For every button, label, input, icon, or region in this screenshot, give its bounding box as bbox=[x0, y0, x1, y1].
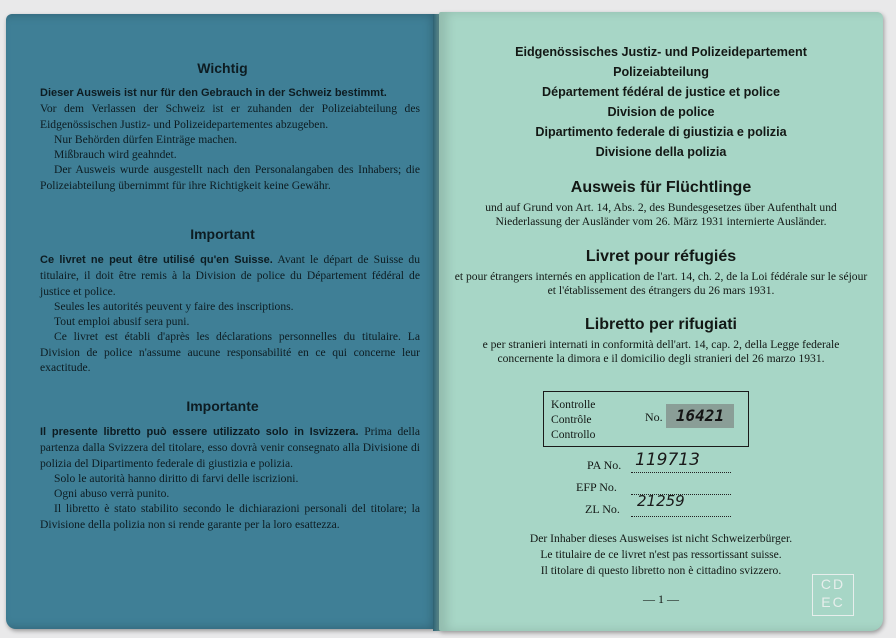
citizenship-notice bbox=[439, 531, 883, 579]
italian-notice-paragraph bbox=[40, 424, 420, 471]
zl-dotted-line bbox=[631, 516, 731, 517]
control-number-stamp: 16421 bbox=[666, 404, 734, 428]
control-labels bbox=[551, 397, 595, 442]
right-page-title-page bbox=[439, 12, 883, 631]
italian-description: e per stranieri internati in conformità dell'art. 14, cap. 2, della Legge federale concernente la dimora e il domicilio degli stranieri del 26 marzo 1931. bbox=[482, 338, 840, 365]
header-line: Division de police bbox=[607, 105, 715, 119]
wichtig-heading: Wichtig bbox=[197, 60, 248, 76]
italian-notice bbox=[40, 424, 420, 532]
watermark-logo bbox=[812, 574, 854, 616]
italian-title: Libretto per rifugiati bbox=[585, 316, 737, 333]
german-notice-line: Mißbrauch wird geahndet. bbox=[54, 148, 177, 162]
control-label: Controllo bbox=[551, 428, 596, 441]
german-notice-line: Dieser Ausweis ist nur für den Gebrauch in der Schweiz bestimmt. bbox=[40, 87, 387, 99]
french-notice-line: Ce livret ne peut être utilisé qu'en Suisse. bbox=[40, 254, 273, 266]
french-title: Livret pour réfugiés bbox=[585, 248, 737, 265]
header-line: Département fédéral de justice et police bbox=[542, 85, 780, 99]
pa-label: PA No. bbox=[587, 458, 622, 472]
header-line: Polizeiabteilung bbox=[613, 65, 709, 79]
french-notice-line: Seules les autorités peuvent y faire des inscriptions. bbox=[54, 299, 294, 313]
zl-number-handwritten: 21259 bbox=[637, 492, 685, 510]
german-notice-line: Vor dem Verlassen der Schweiz ist er zuhanden der Polizeiabteilung des Eidgenössischen Justiz- und Polizeidepartementes abzugeben. bbox=[40, 102, 420, 131]
french-notice-line: Avant le départ de Suisse du titulaire, il doit être remis à la Division de police du Département fédéral de justice et police. bbox=[40, 253, 420, 298]
header-line: Dipartimento federale di giustizia e polizia bbox=[535, 125, 787, 139]
control-label: Contrôle bbox=[551, 413, 592, 426]
notice-line: Il titolare di questo libretto non è cittadino svizzero. bbox=[540, 564, 782, 577]
notice-line: Der Inhaber dieses Ausweises ist nicht Schweizerbürger. bbox=[529, 532, 793, 545]
control-label: Kontrolle bbox=[551, 398, 596, 411]
italian-notice-line: Il libretto è stato stabilito secondo le dichiarazioni personali del titolare; la Divisione della polizia non si rende garante per la loro esattezza. bbox=[40, 502, 420, 531]
italian-notice-line: Solo le autorità hanno diritto di farvi delle iscrizioni. bbox=[54, 471, 299, 485]
control-no-label: No. bbox=[645, 410, 663, 424]
watermark-text: EC bbox=[821, 594, 845, 610]
pa-dotted-line bbox=[631, 472, 731, 473]
german-description: und auf Grund von Art. 14, Abs. 2, des Bundesgesetzes über Aufenthalt und Niederlassung der Ausländer vom 26. März 1931 internierte Ausländer. bbox=[485, 201, 837, 228]
pa-number-handwritten: 119713 bbox=[635, 450, 700, 470]
page-number: — 1 — bbox=[643, 592, 679, 606]
italian-notice-line: Ogni abuso verrà punito. bbox=[54, 487, 170, 501]
french-description: et pour étrangers internés en application de l'art. 14, ch. 2, de la Loi fédérale sur le séjour et l'établissement des étrangers du 26 mars 1931. bbox=[454, 270, 868, 297]
german-notice bbox=[40, 86, 420, 193]
french-notice bbox=[40, 252, 420, 375]
efp-label: EFP No. bbox=[576, 480, 617, 494]
german-notice-line: Der Ausweis wurde ausgestellt nach den Personalangaben des Inhabers; die Polizeiabteilung übernimmt für ihre Richtigkeit keine Gewähr. bbox=[40, 163, 420, 192]
french-notice-paragraph bbox=[40, 252, 420, 299]
department-header bbox=[439, 42, 883, 162]
left-page-german-french-italian-notices bbox=[6, 14, 439, 629]
header-line: Divisione della polizia bbox=[595, 145, 727, 159]
important-heading: Important bbox=[190, 226, 255, 242]
french-notice-line: Ce livret est établi d'après les déclarations personnelles du titulaire. La Division de police n'assume aucune responsabilité en ce qui concerne leur exactitude. bbox=[40, 330, 420, 375]
watermark-text: CD bbox=[820, 576, 846, 592]
importante-heading: Importante bbox=[186, 398, 259, 414]
italian-notice-line: Prima della partenza dalla Svizzera del titolare, esso dovrà venir consegnato alla Divisione di polizia del Dipartimento federale di giustizia e polizia. bbox=[40, 425, 420, 470]
german-notice-line: Nur Behörden dürfen Einträge machen. bbox=[54, 132, 238, 146]
control-number-box bbox=[543, 391, 749, 447]
french-notice-line: Tout emploi abusif sera puni. bbox=[54, 315, 190, 329]
german-title: Ausweis für Flüchtlinge bbox=[570, 179, 752, 196]
header-line: Eidgenössisches Justiz- und Polizeidepartement bbox=[515, 45, 807, 59]
notice-line: Le titulaire de ce livret n'est pas ressortissant suisse. bbox=[540, 548, 782, 561]
italian-notice-line: Il presente libretto può essere utilizzato solo in Isvizzera. bbox=[40, 426, 359, 438]
zl-label: ZL No. bbox=[585, 502, 620, 516]
